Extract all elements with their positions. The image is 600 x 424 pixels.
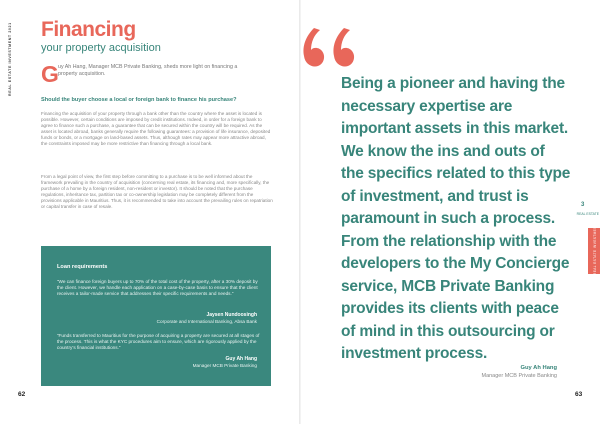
question-heading: Should the buyer choose a local or foreign bank to finance his purchase? xyxy=(41,97,237,103)
loan-requirements-box xyxy=(41,246,271,386)
quote-mark-icon xyxy=(300,26,360,70)
page-number-right: 63 xyxy=(575,391,583,398)
paragraph-1: Financing the acquisition of your property through a bank other than the country where the asset is located is possible. However, certain conditions are imposed by credit institutions. Indeed, in order for a foreign bank to agree to finance such a purchase, a guarantee that can be secured within the country will be required. As the asset is located abroad, banks generally require the following guarantees: a provision of life insurance, deposited funds or bonds, or a mortgage on land-based assets. Thus, although rates may appear more attractive abroad, the constraints imposed may be more restrictive than financing through a local bank. xyxy=(41,111,271,146)
side-label: REAL ESTATE INVESTMENT 2021 xyxy=(8,22,12,96)
drop-cap: G xyxy=(41,61,59,87)
box-author-2-role: Manager MCB Private Banking xyxy=(192,363,257,368)
page-title: Financing xyxy=(41,18,136,41)
box-author-2-name: Guy Ah Hang xyxy=(225,356,257,362)
quote-author-role: Manager MCB Private Banking xyxy=(481,373,557,379)
box-quote-2: “Funds transferred to Mauritius for the purpose of acquiring a property are secured at all stages of the process. This is what the KYC procedures aim to ensure, which are rigorously applied by the country’s financial institutions.” xyxy=(57,333,260,351)
intro-text: uy Ah Hang, Manager MCB Private Banking, sheds more light on financing a property acquisition. xyxy=(58,64,238,77)
side-tab-number: 3 xyxy=(581,202,585,208)
box-author-1-role: Corporate and International Banking, Absa Bank xyxy=(156,319,257,324)
page-subtitle: your property acquisition xyxy=(41,42,161,54)
side-tab-text: REAL ESTATE INVESTMENT xyxy=(593,223,597,275)
pull-quote: Being a pioneer and having the necessary expertise are important assets in this market. We know the ins and outs of the specifics related to this type of investment, and trust is paramount in such a process. From the relationship with the developers to the My Concierge service, MCB Private Banking provides its clients with peace of mind in this outsourcing or investment process. xyxy=(341,75,571,362)
box-quote-1: “We can finance foreign buyers up to 70% of the total cost of the property, after a 30% deposit by the client. However, we handle each application on a case-by-case basis to ensure that the client receives a tailor-made service that addresses their specific requirements and needs.” xyxy=(57,279,258,297)
side-tab-sub: REAL ESTATE xyxy=(576,212,599,216)
paragraph-2: From a legal point of view, the first step before committing to a purchase is to be well informed about the framework prevailing in the country of acquisition (concerning real estate, its financing and, more specifically, the purchase of a home by a foreign resident, non-resident or investor). It should be noted that the purchase regulations, inheritance tax, partition tax or co-ownership legislation may be completely different from the provisions applicable in Mauritius. Thus, it is recommended to take into account the prevailing rules on repatriation or capital transfer in case of resale. xyxy=(41,174,273,209)
box-author-1-name: Jaysen Nundoosingh xyxy=(206,312,257,318)
page-number-left: 62 xyxy=(18,391,26,398)
box-title: Loan requirements xyxy=(57,264,108,270)
quote-author-name: Guy Ah Hang xyxy=(520,365,557,371)
